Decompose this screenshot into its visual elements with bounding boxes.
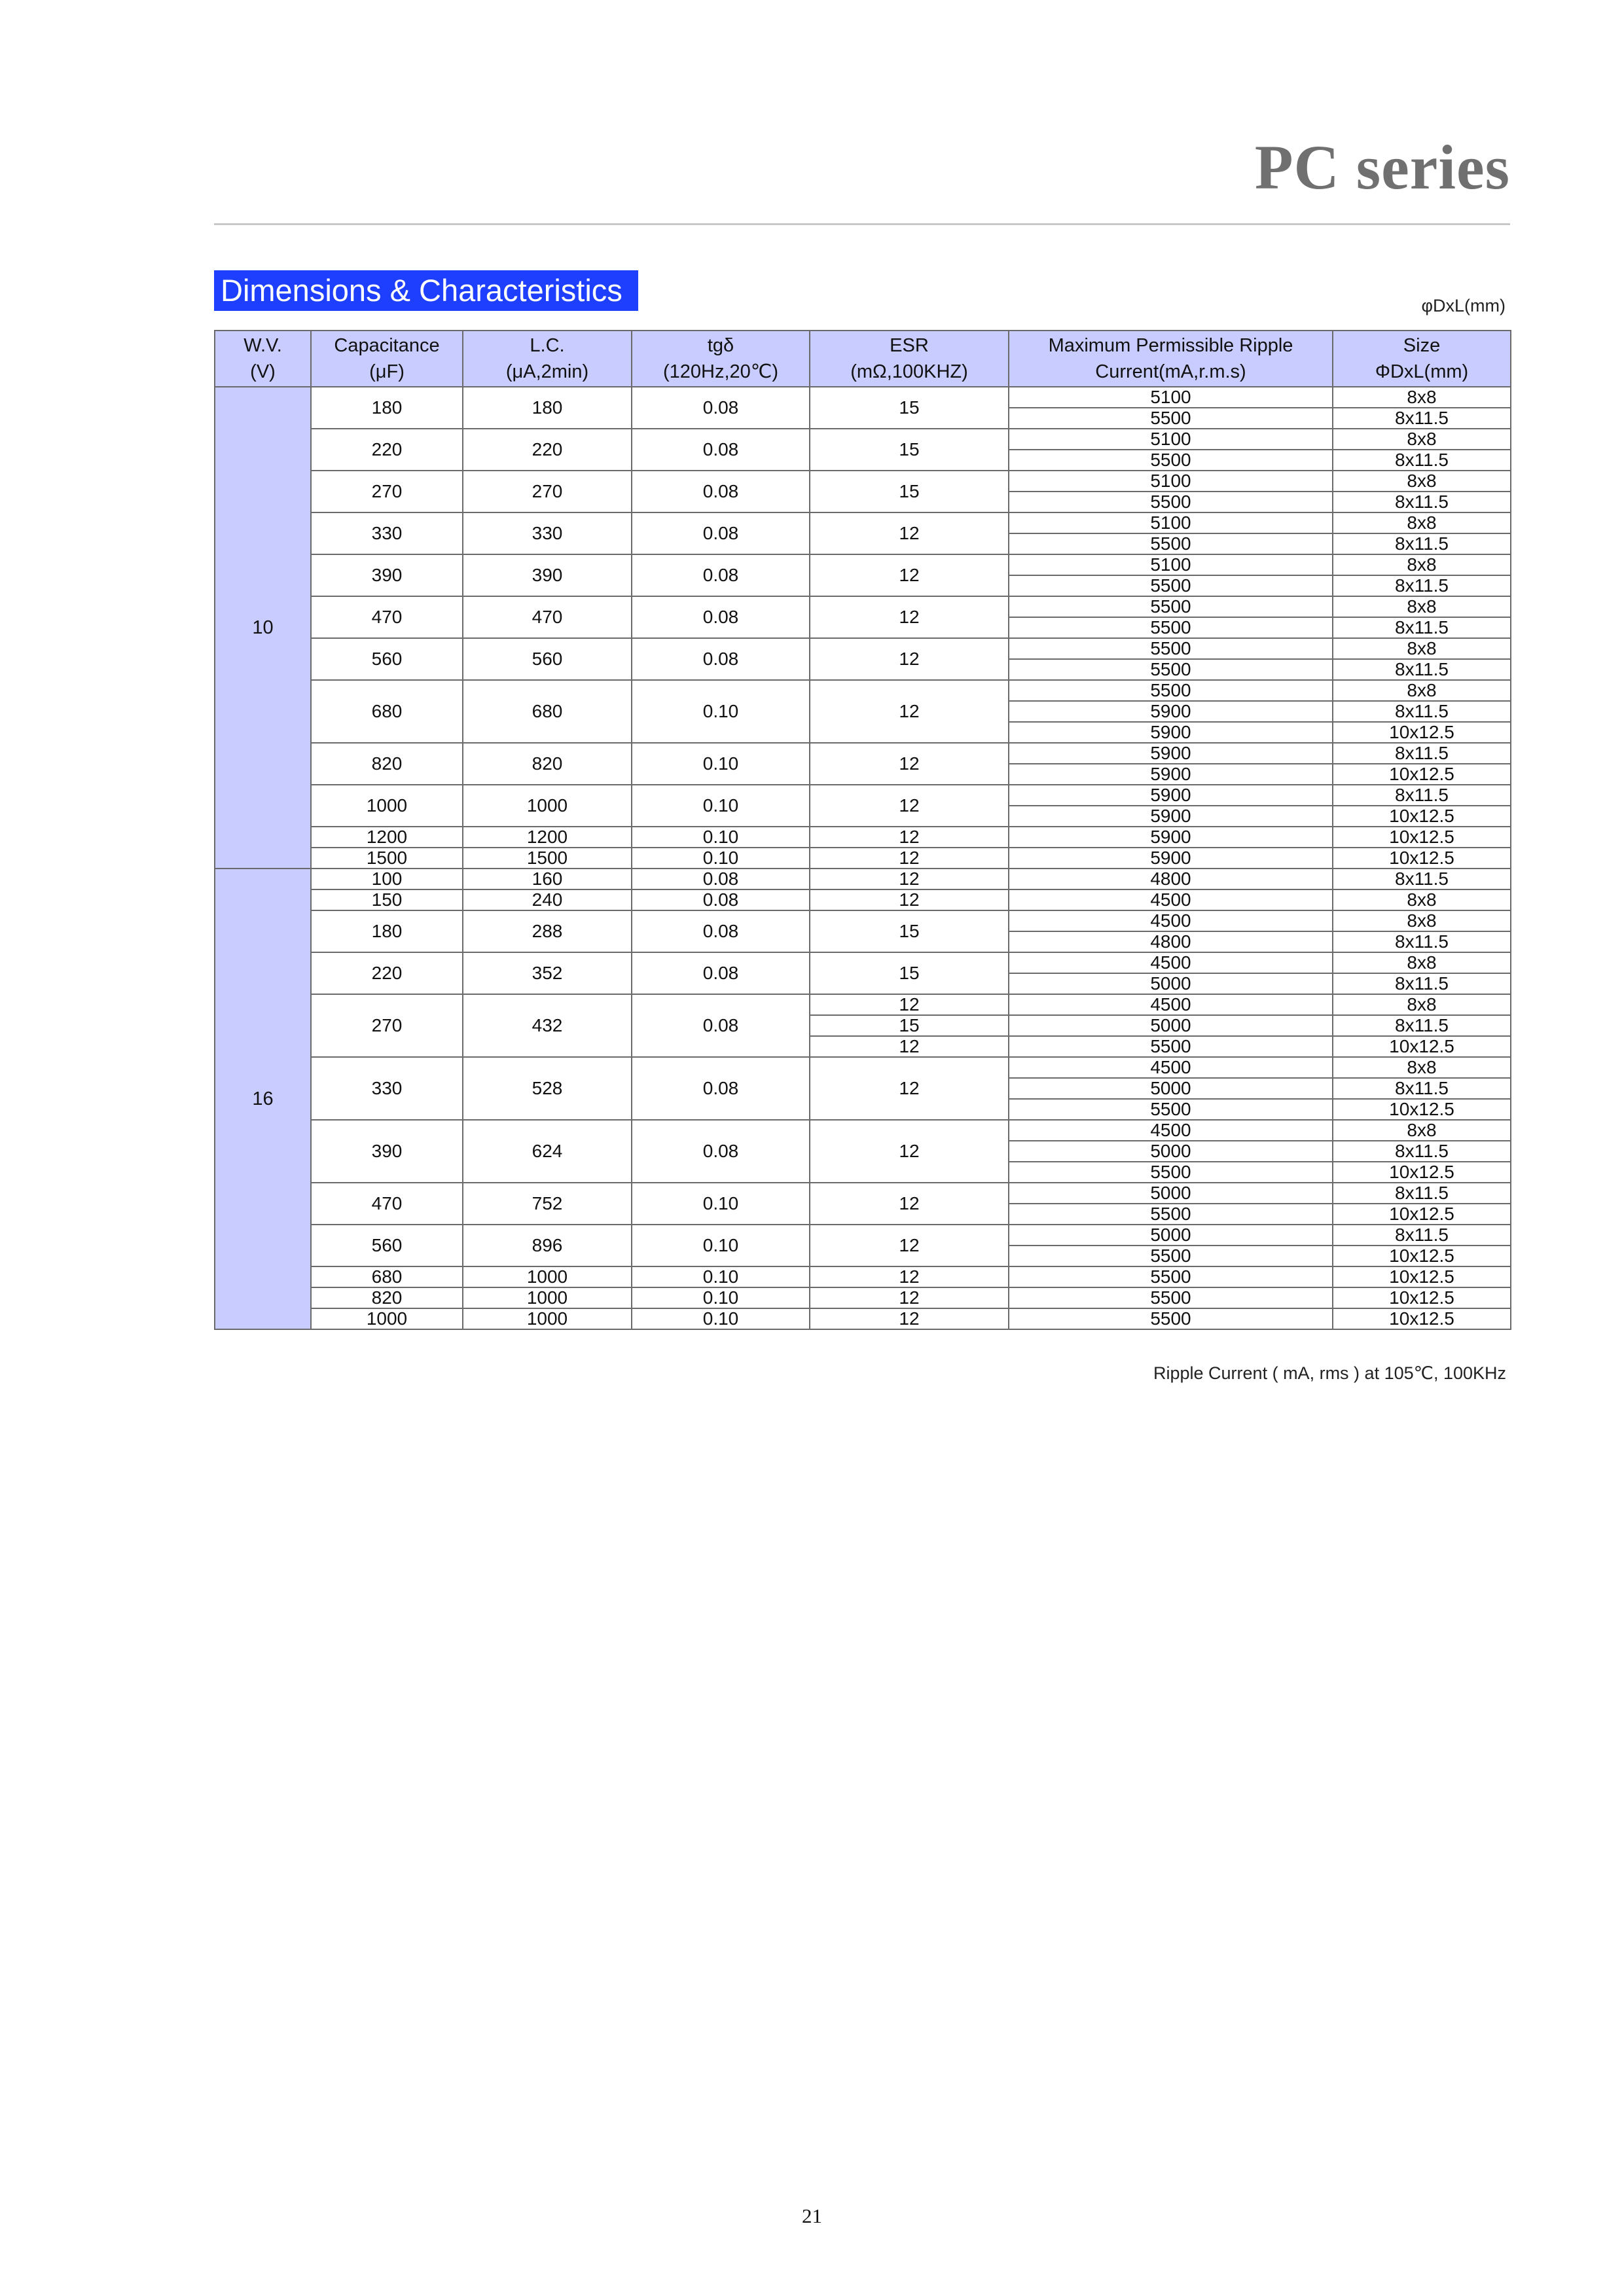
capacitance-cell: 560 (311, 638, 463, 680)
ripple-current-cell: 5500 (1009, 1036, 1333, 1057)
size-cell: 8x8 (1333, 889, 1511, 910)
esr-cell: 15 (810, 387, 1009, 429)
leakage-current-cell: 352 (463, 952, 632, 994)
page-number: 21 (802, 2204, 822, 2227)
capacitance-cell: 220 (311, 952, 463, 994)
size-cell: 8x11.5 (1333, 1183, 1511, 1204)
ripple-current-cell: 5000 (1009, 1183, 1333, 1204)
esr-cell: 12 (810, 869, 1009, 889)
tan-delta-cell: 0.08 (632, 910, 810, 952)
tan-delta-cell: 0.08 (632, 994, 810, 1057)
ripple-current-cell: 4800 (1009, 869, 1333, 889)
tan-delta-cell: 0.10 (632, 848, 810, 869)
table-header (215, 331, 1511, 387)
table-row (215, 994, 1511, 1015)
column-header (632, 331, 810, 387)
ripple-current-cell: 5900 (1009, 701, 1333, 722)
esr-cell: 12 (810, 1036, 1009, 1057)
table-body (215, 387, 1511, 1329)
capacitance-cell: 560 (311, 1225, 463, 1266)
leakage-current-cell: 1000 (463, 785, 632, 827)
ripple-current-cell: 5900 (1009, 722, 1333, 743)
table-row (215, 554, 1511, 575)
capacitance-cell: 180 (311, 387, 463, 429)
size-cell: 10x12.5 (1333, 1266, 1511, 1287)
esr-cell: 12 (810, 1287, 1009, 1308)
capacitance-cell: 1000 (311, 1308, 463, 1329)
size-cell: 8x11.5 (1333, 1141, 1511, 1162)
ripple-current-cell: 5000 (1009, 1078, 1333, 1099)
capacitance-cell: 820 (311, 743, 463, 785)
ripple-current-cell: 4800 (1009, 931, 1333, 952)
esr-cell: 12 (810, 638, 1009, 680)
column-header-title: Maximum Permissible Ripple (1048, 335, 1293, 356)
table-row (215, 910, 1511, 931)
ripple-current-cell: 5500 (1009, 1246, 1333, 1266)
table-row (215, 387, 1511, 408)
table-row (215, 827, 1511, 848)
capacitance-cell: 1500 (311, 848, 463, 869)
ripple-current-cell: 4500 (1009, 1057, 1333, 1078)
column-header-unit: (V) (250, 361, 276, 382)
table-row (215, 512, 1511, 533)
esr-cell: 15 (810, 952, 1009, 994)
tan-delta-cell: 0.10 (632, 1225, 810, 1266)
ripple-current-cell: 5000 (1009, 1225, 1333, 1246)
ripple-current-cell: 5000 (1009, 973, 1333, 994)
esr-cell: 12 (810, 596, 1009, 638)
tan-delta-cell: 0.08 (632, 638, 810, 680)
leakage-current-cell: 220 (463, 429, 632, 471)
column-header-title: Size (1403, 335, 1441, 356)
ripple-current-cell: 5500 (1009, 1204, 1333, 1225)
column-header-unit: (mΩ,100KHZ) (850, 361, 968, 382)
esr-cell: 12 (810, 743, 1009, 785)
capacitance-cell: 1000 (311, 785, 463, 827)
column-header (1333, 331, 1511, 387)
capacitance-cell: 220 (311, 429, 463, 471)
capacitance-cell: 820 (311, 1287, 463, 1308)
table-row (215, 429, 1511, 450)
leakage-current-cell: 288 (463, 910, 632, 952)
leakage-current-cell: 896 (463, 1225, 632, 1266)
table-row (215, 889, 1511, 910)
esr-cell: 12 (810, 554, 1009, 596)
size-cell: 8x11.5 (1333, 869, 1511, 889)
ripple-current-cell: 4500 (1009, 994, 1333, 1015)
ripple-current-cell: 5500 (1009, 1266, 1333, 1287)
column-header-title: L.C. (530, 335, 565, 356)
capacitance-cell: 390 (311, 1120, 463, 1183)
working-voltage-cell: 10 (215, 387, 311, 869)
tan-delta-cell: 0.10 (632, 1308, 810, 1329)
ripple-current-cell: 5500 (1009, 1287, 1333, 1308)
tan-delta-cell: 0.08 (632, 1120, 810, 1183)
size-cell: 10x12.5 (1333, 848, 1511, 869)
ripple-current-note: Ripple Current ( mA, rms ) at 105℃, 100KHz (1153, 1363, 1506, 1383)
capacitance-cell: 270 (311, 994, 463, 1057)
esr-cell: 12 (810, 1183, 1009, 1225)
size-cell: 8x11.5 (1333, 1078, 1511, 1099)
table-row (215, 680, 1511, 701)
size-cell: 8x11.5 (1333, 408, 1511, 429)
ripple-current-cell: 5000 (1009, 1141, 1333, 1162)
size-cell: 8x8 (1333, 471, 1511, 492)
table-row (215, 638, 1511, 659)
table-row (215, 743, 1511, 764)
column-header (463, 331, 632, 387)
characteristics-table (214, 330, 1511, 1330)
size-cell: 10x12.5 (1333, 806, 1511, 827)
capacitance-cell: 150 (311, 889, 463, 910)
leakage-current-cell: 1000 (463, 1287, 632, 1308)
size-cell: 8x8 (1333, 910, 1511, 931)
column-header-unit: (μF) (369, 361, 405, 382)
size-cell: 8x11.5 (1333, 1225, 1511, 1246)
size-cell: 10x12.5 (1333, 827, 1511, 848)
size-cell: 8x8 (1333, 1057, 1511, 1078)
ripple-current-cell: 5000 (1009, 1015, 1333, 1036)
working-voltage-cell: 16 (215, 869, 311, 1329)
size-cell: 8x11.5 (1333, 575, 1511, 596)
table-row (215, 1057, 1511, 1078)
table-row (215, 785, 1511, 806)
size-cell: 8x8 (1333, 596, 1511, 617)
esr-cell: 15 (810, 471, 1009, 512)
column-header (215, 331, 311, 387)
table-row (215, 1225, 1511, 1246)
capacitance-cell: 1200 (311, 827, 463, 848)
table-row (215, 1183, 1511, 1204)
capacitance-cell: 680 (311, 1266, 463, 1287)
leakage-current-cell: 528 (463, 1057, 632, 1120)
esr-cell: 15 (810, 910, 1009, 952)
capacitance-cell: 100 (311, 869, 463, 889)
size-cell: 10x12.5 (1333, 1204, 1511, 1225)
size-cell: 8x11.5 (1333, 617, 1511, 638)
size-cell: 8x11.5 (1333, 785, 1511, 806)
leakage-current-cell: 560 (463, 638, 632, 680)
ripple-current-cell: 5100 (1009, 429, 1333, 450)
ripple-current-cell: 5900 (1009, 848, 1333, 869)
ripple-current-cell: 5500 (1009, 533, 1333, 554)
ripple-current-cell: 4500 (1009, 952, 1333, 973)
size-cell: 8x8 (1333, 994, 1511, 1015)
ripple-current-cell: 4500 (1009, 1120, 1333, 1141)
ripple-current-cell: 5500 (1009, 1162, 1333, 1183)
tan-delta-cell: 0.08 (632, 596, 810, 638)
esr-cell: 12 (810, 827, 1009, 848)
leakage-current-cell: 160 (463, 869, 632, 889)
capacitance-cell: 270 (311, 471, 463, 512)
esr-cell: 12 (810, 889, 1009, 910)
leakage-current-cell: 330 (463, 512, 632, 554)
table-row (215, 596, 1511, 617)
ripple-current-cell: 5900 (1009, 785, 1333, 806)
size-cell: 8x11.5 (1333, 492, 1511, 512)
tan-delta-cell: 0.10 (632, 743, 810, 785)
tan-delta-cell: 0.10 (632, 1183, 810, 1225)
column-header-unit: (μA,2min) (505, 361, 589, 382)
leakage-current-cell: 390 (463, 554, 632, 596)
leakage-current-cell: 1200 (463, 827, 632, 848)
column-header-title: ESR (890, 335, 929, 356)
esr-cell: 12 (810, 680, 1009, 743)
tan-delta-cell: 0.08 (632, 869, 810, 889)
size-cell: 10x12.5 (1333, 722, 1511, 743)
tan-delta-cell: 0.08 (632, 889, 810, 910)
esr-cell: 12 (810, 1266, 1009, 1287)
ripple-current-cell: 5500 (1009, 450, 1333, 471)
size-cell: 8x11.5 (1333, 659, 1511, 680)
tan-delta-cell: 0.10 (632, 1287, 810, 1308)
size-cell: 8x8 (1333, 512, 1511, 533)
ripple-current-cell: 4500 (1009, 910, 1333, 931)
ripple-current-cell: 5500 (1009, 1099, 1333, 1120)
column-header-unit: (120Hz,20℃) (662, 361, 779, 382)
table-row (215, 869, 1511, 889)
column-header-title: W.V. (244, 335, 282, 356)
leakage-current-cell: 1000 (463, 1308, 632, 1329)
ripple-current-cell: 5500 (1009, 1308, 1333, 1329)
size-cell: 10x12.5 (1333, 1162, 1511, 1183)
leakage-current-cell: 624 (463, 1120, 632, 1183)
size-cell: 10x12.5 (1333, 1287, 1511, 1308)
leakage-current-cell: 270 (463, 471, 632, 512)
tan-delta-cell: 0.08 (632, 387, 810, 429)
size-cell: 10x12.5 (1333, 1246, 1511, 1266)
size-cell: 8x11.5 (1333, 1015, 1511, 1036)
leakage-current-cell: 820 (463, 743, 632, 785)
capacitance-cell: 330 (311, 512, 463, 554)
column-header-title: Capacitance (334, 335, 440, 356)
section-title: Dimensions & Characteristics (214, 270, 638, 311)
capacitance-cell: 680 (311, 680, 463, 743)
unit-note: φDxL(mm) (1421, 296, 1506, 315)
ripple-current-cell: 5900 (1009, 743, 1333, 764)
column-header-unit: ΦDxL(mm) (1375, 361, 1469, 382)
tan-delta-cell: 0.08 (632, 1057, 810, 1120)
esr-cell: 12 (810, 1120, 1009, 1183)
series-title: PC series (1254, 132, 1510, 202)
column-header (810, 331, 1009, 387)
tan-delta-cell: 0.08 (632, 429, 810, 471)
size-cell: 8x8 (1333, 387, 1511, 408)
column-header (311, 331, 463, 387)
esr-cell: 15 (810, 429, 1009, 471)
leakage-current-cell: 1500 (463, 848, 632, 869)
size-cell: 8x11.5 (1333, 450, 1511, 471)
ripple-current-cell: 5100 (1009, 512, 1333, 533)
esr-cell: 12 (810, 1308, 1009, 1329)
leakage-current-cell: 470 (463, 596, 632, 638)
ripple-current-cell: 5500 (1009, 492, 1333, 512)
size-cell: 8x8 (1333, 1120, 1511, 1141)
esr-cell: 12 (810, 994, 1009, 1015)
size-cell: 8x8 (1333, 638, 1511, 659)
column-header-unit: Current(mA,r.m.s) (1095, 361, 1246, 382)
tan-delta-cell: 0.10 (632, 1266, 810, 1287)
capacitance-cell: 390 (311, 554, 463, 596)
size-cell: 10x12.5 (1333, 1036, 1511, 1057)
ripple-current-cell: 5900 (1009, 806, 1333, 827)
title-divider (214, 223, 1510, 225)
size-cell: 8x8 (1333, 554, 1511, 575)
ripple-current-cell: 4500 (1009, 889, 1333, 910)
leakage-current-cell: 180 (463, 387, 632, 429)
ripple-current-cell: 5100 (1009, 471, 1333, 492)
table-row (215, 1287, 1511, 1308)
ripple-current-cell: 5500 (1009, 575, 1333, 596)
tan-delta-cell: 0.08 (632, 512, 810, 554)
ripple-current-cell: 5500 (1009, 638, 1333, 659)
ripple-current-cell: 5500 (1009, 680, 1333, 701)
capacitance-cell: 180 (311, 910, 463, 952)
size-cell: 8x11.5 (1333, 533, 1511, 554)
size-cell: 8x11.5 (1333, 743, 1511, 764)
tan-delta-cell: 0.10 (632, 680, 810, 743)
esr-cell: 12 (810, 1225, 1009, 1266)
esr-cell: 12 (810, 512, 1009, 554)
size-cell: 8x11.5 (1333, 973, 1511, 994)
esr-cell: 15 (810, 1015, 1009, 1036)
size-cell: 8x11.5 (1333, 701, 1511, 722)
tan-delta-cell: 0.08 (632, 471, 810, 512)
size-cell: 10x12.5 (1333, 1099, 1511, 1120)
column-header (1009, 331, 1333, 387)
ripple-current-cell: 5100 (1009, 387, 1333, 408)
esr-cell: 12 (810, 1057, 1009, 1120)
leakage-current-cell: 432 (463, 994, 632, 1057)
ripple-current-cell: 5500 (1009, 617, 1333, 638)
esr-cell: 12 (810, 785, 1009, 827)
capacitance-cell: 470 (311, 1183, 463, 1225)
capacitance-cell: 470 (311, 596, 463, 638)
leakage-current-cell: 1000 (463, 1266, 632, 1287)
ripple-current-cell: 5900 (1009, 827, 1333, 848)
tan-delta-cell: 0.10 (632, 827, 810, 848)
size-cell: 8x8 (1333, 952, 1511, 973)
esr-cell: 12 (810, 848, 1009, 869)
size-cell: 8x8 (1333, 680, 1511, 701)
ripple-current-cell: 5100 (1009, 554, 1333, 575)
size-cell: 10x12.5 (1333, 764, 1511, 785)
capacitance-cell: 330 (311, 1057, 463, 1120)
table-row (215, 471, 1511, 492)
leakage-current-cell: 240 (463, 889, 632, 910)
tan-delta-cell: 0.10 (632, 785, 810, 827)
tan-delta-cell: 0.08 (632, 554, 810, 596)
size-cell: 10x12.5 (1333, 1308, 1511, 1329)
table-row (215, 1120, 1511, 1141)
ripple-current-cell: 5500 (1009, 408, 1333, 429)
table-row (215, 952, 1511, 973)
column-header-title: tgδ (707, 335, 734, 356)
leakage-current-cell: 680 (463, 680, 632, 743)
table-row (215, 1266, 1511, 1287)
table-row (215, 1308, 1511, 1329)
ripple-current-cell: 5900 (1009, 764, 1333, 785)
table-row (215, 848, 1511, 869)
leakage-current-cell: 752 (463, 1183, 632, 1225)
ripple-current-cell: 5500 (1009, 659, 1333, 680)
size-cell: 8x11.5 (1333, 931, 1511, 952)
size-cell: 8x8 (1333, 429, 1511, 450)
tan-delta-cell: 0.08 (632, 952, 810, 994)
ripple-current-cell: 5500 (1009, 596, 1333, 617)
